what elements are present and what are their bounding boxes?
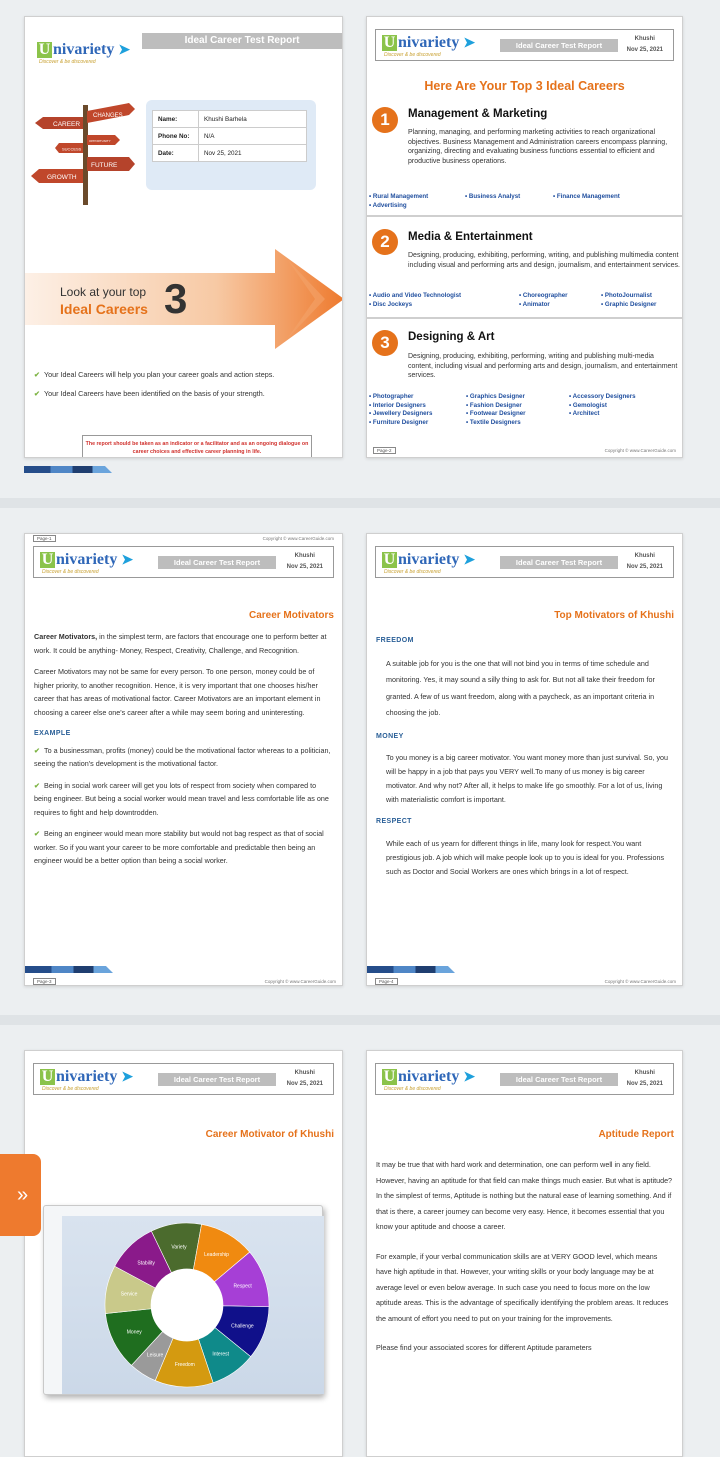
page-stripe — [367, 966, 455, 973]
wheel-center — [151, 1269, 223, 1341]
student-info-table — [152, 110, 307, 162]
double-chevron-right-icon: » — [16, 1184, 29, 1206]
career-rank-badge: 2 — [372, 229, 398, 255]
logo-tagline: Discover & be discovered — [384, 52, 441, 58]
section-label: MONEY — [376, 732, 404, 740]
wheel-label: Stability — [137, 1260, 155, 1267]
wheel-label: Freedom — [174, 1361, 195, 1368]
section-label: EXAMPLE — [34, 730, 71, 737]
univariety-logo: U nivariety ➤ — [41, 1068, 134, 1085]
job-item: • Business Analyst — [465, 193, 553, 202]
univariety-logo: U nivariety ➤ — [383, 1068, 476, 1085]
job-item: • Fashion Designer — [466, 402, 569, 411]
list-item: ✔ Your Ideal Careers will help you plan your career goals and action steps. — [34, 370, 275, 379]
look-at-top-text: Look at your top — [60, 285, 147, 299]
page-header — [33, 546, 334, 578]
sign-future: FUTURE — [91, 162, 118, 169]
page-stripe — [24, 466, 112, 473]
page-number: Page-3 — [33, 978, 56, 985]
job-item: • Rural Management — [369, 193, 465, 202]
sign-career: CAREER — [53, 121, 81, 128]
job-item: • Advertising — [369, 202, 465, 211]
report-page-2 — [366, 16, 683, 458]
wheel-label: Leisure — [146, 1352, 164, 1359]
page-header — [375, 546, 674, 578]
check-icon: ✔ — [34, 370, 41, 379]
logo-tagline: Discover & be discovered — [384, 1086, 441, 1092]
page-gap — [0, 498, 720, 508]
sign-opportunity: OPPORTUNITY — [89, 139, 111, 143]
page-title: Aptitude Report — [598, 1129, 674, 1140]
univariety-logo: U nivariety ➤ — [383, 551, 476, 568]
job-item: • Accessory Designers — [569, 393, 673, 402]
job-item: • Animator — [519, 301, 601, 310]
wheel-label: Money — [126, 1329, 142, 1336]
copyright: Copyright © www.CareerGuide.com — [262, 536, 334, 541]
header-title: Ideal Career Test Report — [500, 556, 618, 569]
section-label: RESPECT — [376, 818, 412, 825]
page-title: Career Motivator of Khushi — [205, 1129, 334, 1140]
info-row: Date: Nov 25, 2021 — [153, 145, 307, 162]
job-item: • Graphic Designer — [601, 301, 681, 310]
wheel-label: Leadership — [204, 1251, 229, 1258]
wheel-label: Challenge — [231, 1323, 254, 1330]
copyright: Copyright © www.CareerGuide.com — [604, 448, 676, 453]
career-job-list — [369, 193, 680, 210]
copyright: Copyright © www.CareerGuide.com — [264, 979, 336, 984]
page-body — [376, 1157, 674, 1364]
header-title: Ideal Career Test Report — [500, 39, 618, 52]
copyright: Copyright © www.CareerGuide.com — [604, 979, 676, 984]
job-item: • Choreographer — [519, 292, 601, 301]
paragraph: To you money is a big career motivator. You want money more than just survival. So, you will be happy in a job that pays you VERY well.To many of us money is big career motivator. And why not? After all, it helps to make life go smoothly. For a lot of us, living with materialistic comfort is important. — [386, 753, 669, 804]
info-row: Name: Khushi Barhela — [153, 111, 307, 128]
paragraph: While each of us yearn for different things in life, many look for respect.You want prestigious job. A job which will make people look up to you is ideal for you. Professions such as Doctor and Social Workers are ones which brings in a lot of respect. — [386, 838, 665, 876]
career-rank-badge: 3 — [372, 330, 398, 356]
job-item: • Textile Designers — [466, 419, 569, 428]
info-row: Phone No: N/A — [153, 128, 307, 145]
wheel-label: Service — [120, 1291, 138, 1298]
intro-bullets — [34, 365, 334, 403]
report-page-4 — [366, 533, 683, 986]
sign-growth: GROWTH — [47, 174, 77, 181]
divider — [367, 317, 682, 319]
career-rank-badge: 1 — [372, 107, 398, 133]
sign-success: SUCCESS — [62, 146, 82, 152]
report-page-1 — [24, 16, 343, 458]
wheel-label: Interest — [212, 1351, 230, 1358]
paragraph: Career Motivators, in the simplest term, are factors that encourage one to perform better at work. It could be anything- Money, Respect, Creativity, Challenge, and Recognition. — [34, 632, 327, 655]
univariety-logo: U nivariety ➤ — [41, 551, 134, 568]
header-title: Ideal Career Test Report — [500, 1073, 618, 1086]
wheel-label: Respect — [233, 1283, 252, 1290]
section-label: FREEDOM — [376, 637, 414, 644]
expand-panel-button[interactable] — [0, 1154, 41, 1236]
list-item: ✔ Being an engineer would mean more stability but would not bag respect as that of social worker. So if you want your career to be more comfortable and predictable then being an engineer would be a better option than being a social worker. — [34, 829, 324, 865]
career-description: Designing, producing, exhibiting, performing, writing, and publishing multimedia content including visual and performing arts and design, journalism, and entertainment services. — [408, 252, 680, 269]
paragraph: Career Motivators may not be same for every person. To one person, money could be of higher priority, to another recognition. Hence, it is very important that one chooses his/her career that has areas of motivational factor. Career Motivators are an important element in choosing a career else one's career after a while may seem boring and uninteresting. — [34, 667, 321, 717]
check-icon: ✔ — [34, 745, 41, 755]
job-item: • Interior Designers — [369, 402, 466, 411]
ideal-careers-text: Ideal Careers — [60, 301, 148, 317]
univariety-logo: U nivariety ➤ — [38, 41, 131, 58]
career-description: Planning, managing, and performing marketing activities to reach organizational objectives. Business Management and Administration careers encompass planning, organizing, directing and evaluating business functions essential to efficient and productive business operations. — [408, 129, 668, 165]
header-name-date: Khushi Nov 25, 2021 — [626, 36, 663, 53]
job-item: • Photographer — [369, 393, 466, 402]
job-item: • Finance Management — [553, 193, 663, 202]
page-number: Page-1 — [33, 535, 56, 542]
univariety-logo: U nivariety ➤ — [383, 34, 476, 51]
paragraph: It may be true that with hard work and determination, one can perform well in any field. However, having an aptitude for that field can make things much easier. But what is aptitude? In the simplest of terms, Aptitude is nothing but the natural ease of learning something. And if that is there, a career journey can become very easy. Hence, it becomes essential that you know your aptitude and choose a career. — [376, 1160, 673, 1231]
job-item: • Architect — [569, 410, 673, 419]
job-item: • Footwear Designer — [466, 410, 569, 419]
list-item: ✔ Being in social work career will get you lots of respect from society when compared to being engineer. But being a social worker would mean travel and less comfortable life as one requires to fight and help downtrodden. — [34, 780, 329, 817]
page-title: Top Motivators of Khushi — [554, 610, 674, 621]
career-title: Designing & Art — [408, 331, 495, 343]
job-item: • Graphics Designer — [466, 393, 569, 402]
wheel-label: Variety — [171, 1244, 187, 1251]
page-number: Page-4 — [375, 978, 398, 985]
header-title: Ideal Career Test Report — [158, 556, 276, 569]
job-item: • PhotoJournalist — [601, 292, 681, 301]
sign-changes: CHANGES — [93, 113, 123, 119]
career-job-list — [369, 292, 680, 309]
header-name-date: Khushi Nov 25, 2021 — [626, 553, 663, 570]
page-body — [376, 628, 674, 887]
check-icon: ✔ — [34, 389, 41, 398]
paragraph: Please find your associated scores for different Aptitude parameters — [376, 1343, 592, 1352]
check-icon: ✔ — [34, 829, 41, 838]
job-item: • Disc Jockeys — [369, 301, 519, 310]
header-name-date: Khushi Nov 25, 2021 — [626, 1070, 663, 1087]
logo-tagline: Discover & be discovered — [384, 569, 441, 575]
paragraph: For example, if your verbal communication skills are at VERY GOOD level, which means have high aptitude in that. However, your writing skills or your body language may be at average level or even below average. In such case you need to focus more on the low aptitude areas. This is the advantage of specifically identifying the problem areas. It reduces the amount of effort you need to put on your training for the improvements. — [376, 1251, 669, 1323]
page-header — [375, 1063, 674, 1095]
page-gap — [0, 1015, 720, 1025]
check-icon: ✔ — [34, 780, 41, 790]
signpost-illustration — [25, 95, 145, 205]
top-three-number: 3 — [164, 275, 188, 322]
report-page-5 — [24, 1050, 343, 1457]
job-item: • Audio and Video Technologist — [369, 292, 519, 301]
list-item: ✔ To a businessman, profits (money) could be the motivational factor whereas to a politician, seeing the nation's development is the motivational factor. — [34, 745, 331, 768]
logo-tagline: Discover & be discovered — [42, 1086, 99, 1092]
career-description: Designing, producing, exhibiting, performing, writing and publishing multi-media content, including visual and performing arts and design, journalism, and entertainment services. — [408, 353, 678, 380]
header-name-date: Khushi Nov 25, 2021 — [286, 553, 323, 570]
motivator-wheel — [102, 1220, 272, 1390]
job-item: • Jewellery Designers — [369, 410, 466, 419]
disclaimer-note: The report should be taken as an indicator or a facilitator and as an ongoing dialogue on career choices and effective career planning in life. — [82, 435, 312, 458]
paragraph: A suitable job for you is the one that will not bind you in terms of time schedule and monitoring. Yes, it may sound a silly thing to ask for. But not all take their freedom for granted. A few of us want freedom, along with a paycheck, as an important criteria in choosing the job. — [386, 658, 655, 717]
motivator-wheel-panel — [43, 1205, 323, 1395]
job-item: • Furniture Designer — [369, 419, 466, 428]
report-page-3 — [24, 533, 343, 986]
page-stripe — [25, 966, 113, 973]
career-title: Management & Marketing — [408, 108, 548, 120]
career-job-list — [369, 393, 680, 427]
list-item: ✔ Your Ideal Careers have been identified on the basis of your strength. — [34, 389, 265, 398]
report-title: Ideal Career Test Report — [142, 33, 342, 49]
header-name-date: Khushi Nov 25, 2021 — [286, 1070, 323, 1087]
page-title: Career Motivators — [248, 610, 334, 621]
page-number: Page-2 — [373, 447, 396, 454]
logo-tagline: Discover & be discovered — [39, 59, 96, 65]
page-header — [375, 29, 674, 61]
career-title: Media & Entertainment — [408, 231, 533, 243]
top-careers-heading: Here Are Your Top 3 Ideal Careers — [424, 79, 625, 93]
page-header — [33, 1063, 334, 1095]
divider — [367, 215, 682, 217]
header-title: Ideal Career Test Report — [158, 1073, 276, 1086]
logo-tagline: Discover & be discovered — [42, 569, 99, 575]
job-item: • Gemologist — [569, 402, 673, 411]
report-page-6 — [366, 1050, 683, 1457]
page-body — [34, 630, 334, 876]
